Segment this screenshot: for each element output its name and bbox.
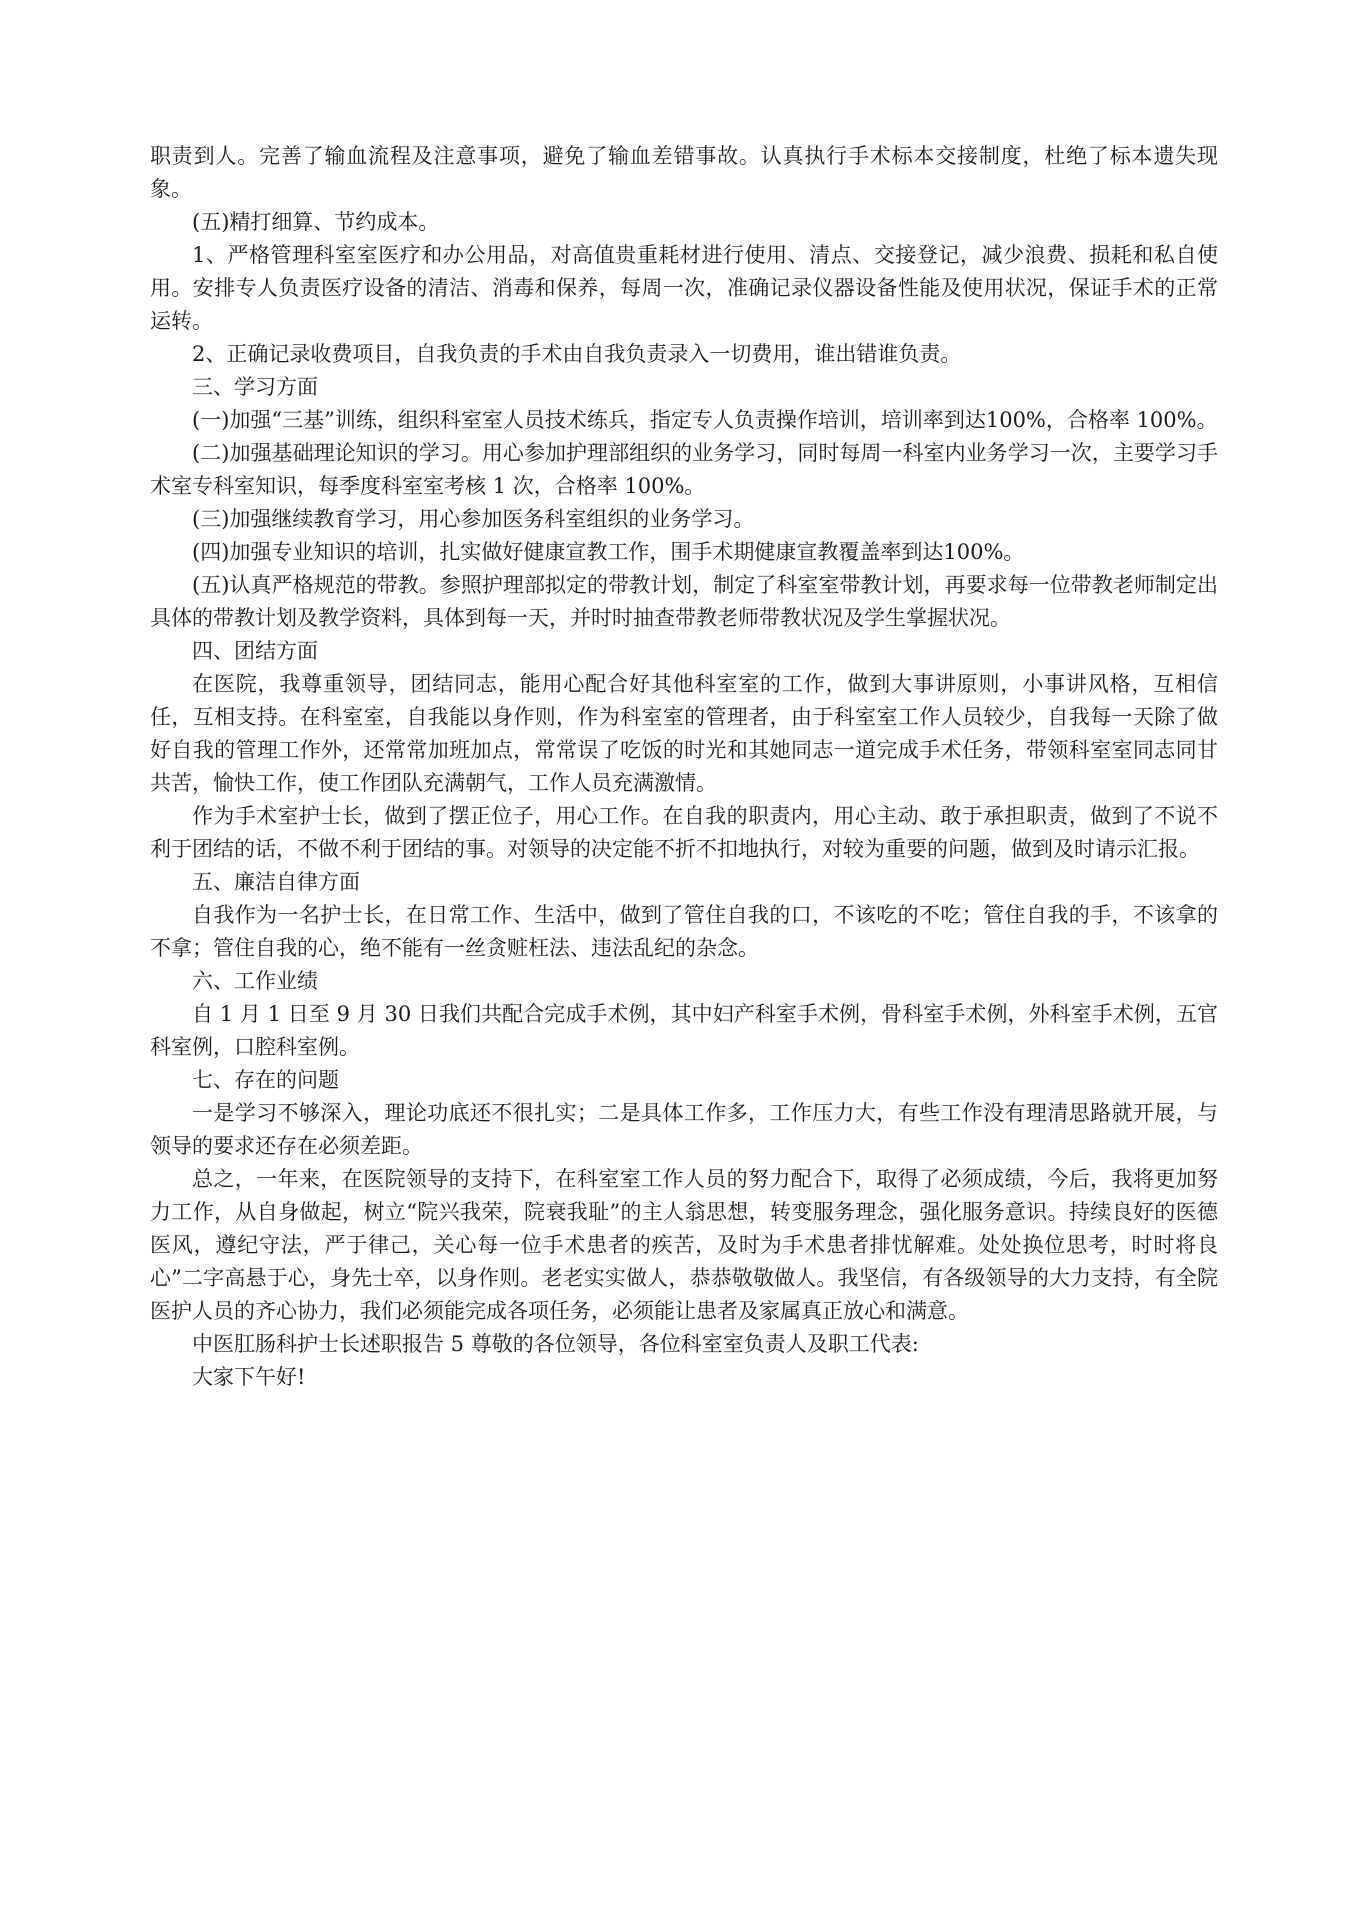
paragraph-19: 一是学习不够深入，理论功底还不很扎实；二是具体工作多，工作压力大，有些工作没有理清思路就开展，与领导的要求还存在必须差距。	[150, 1101, 1218, 1158]
paragraph-4: 2、正确记录收费项目，自我负责的手术由自我负责录入一切费用，谁出错谁负责。	[192, 342, 962, 366]
section-heading-problems: 七、存在的问题	[192, 1068, 339, 1092]
paragraph-3: 1、严格管理科室室医疗和办公用品，对高值贵重耗材进行使用、清点、交接登记，减少浪费、损耗和私自使用。安排专人负责医疗设备的清洁、消毒和保养，每周一次，准确记录仪器设备性能及使用状况，保证手术的正常运转。	[150, 243, 1218, 333]
section-heading-learning: 三、学习方面	[192, 375, 318, 399]
section-heading-cost-saving: (五)精打细算、节约成本。	[192, 210, 440, 234]
paragraph-10: (五)认真严格规范的带教。参照护理部拟定的带教计划，制定了科室室带教计划，再要求每一位带教老师制定出具体的带教计划及教学资料，具体到每一天，并时时抽查带教老师带教状况及学生掌握状况。	[150, 573, 1218, 630]
section-heading-unity: 四、团结方面	[192, 639, 318, 663]
paragraph-17: 自 1 月 1 日至 9 月 30 日我们共配合完成手术例，其中妇产科室手术例，骨科室手术例，外科室手术例，五官科室例，口腔科室例。	[150, 1002, 1218, 1059]
paragraph-15: 自我作为一名护士长，在日常工作、生活中，做到了管住自我的口，不该吃的不吃；管住自我的手，不该拿的不拿；管住自我的心，绝不能有一丝贪赃枉法、违法乱纪的杂念。	[150, 903, 1218, 960]
section-heading-performance: 六、工作业绩	[192, 969, 318, 993]
paragraph-8: (三)加强继续教育学习，用心参加医务科室组织的业务学习。	[192, 507, 755, 531]
section-heading-integrity: 五、廉洁自律方面	[192, 870, 360, 894]
paragraph-13: 作为手术室护士长，做到了摆正位子，用心工作。在自我的职责内，用心主动、敢于承担职责，做到了不说不利于团结的话，不做不利于团结的事。对领导的决定能不折不扣地执行，对较为重要的问题，做到及时请示汇报。	[150, 804, 1218, 861]
paragraph-6: (一)加强“三基”训练，组织科室室人员技术练兵，指定专人负责操作培训，培训率到达100%，合格率 100%。	[192, 408, 1218, 432]
paragraph-20: 总之，一年来，在医院领导的支持下，在科室室工作人员的努力配合下，取得了必须成绩，今后，我将更加努力工作，从自身做起，树立“院兴我荣，院衰我耻”的主人翁思想，转变服务理念，强化服务意识。持续良好的医德医风，遵纪守法，严于律己，关心每一位手术患者的疾苦，及时为手术患者排忧解难。处处换位思考，时时将良心”二字高悬于心，身先士卒，以身作则。老老实实做人，恭恭敬敬做人。我坚信，有各级领导的大力支持，有全院医护人员的齐心协力，我们必须能完成各项任务，必须能让患者及家属真正放心和满意。	[150, 1167, 1218, 1323]
paragraph-12: 在医院，我尊重领导，团结同志，能用心配合好其他科室室的工作，做到大事讲原则，小事讲风格，互相信任，互相支持。在科室室，自我能以身作则，作为科室室的管理者，由于科室室工作人员较少，自我每一天除了做好自我的管理工作外，还常常加班加点，常常误了吃饭的时光和其她同志一道完成手术任务，带领科室室同志同甘共苦，愉快工作，使工作团队充满朝气，工作人员充满激情。	[150, 672, 1218, 795]
document-page	[150, 140, 1218, 1394]
paragraph-9: (四)加强专业知识的培训，扎实做好健康宣教工作，围手术期健康宣教覆盖率到达100%。	[192, 540, 1025, 564]
paragraph-22: 大家下午好!	[192, 1365, 306, 1389]
paragraph-7: (二)加强基础理论知识的学习。用心参加护理部组织的业务学习，同时每周一科室内业务学习一次，主要学习手术室专科室知识，每季度科室室考核 1 次，合格率 100%。	[150, 441, 1218, 498]
paragraph-21: 中医肛肠科护士长述职报告 5 尊敬的各位领导，各位科室室负责人及职工代表:	[192, 1332, 919, 1356]
paragraph-1: 职责到人。完善了输血流程及注意事项，避免了输血差错事故。认真执行手术标本交接制度，杜绝了标本遗失现象。	[150, 144, 1218, 201]
